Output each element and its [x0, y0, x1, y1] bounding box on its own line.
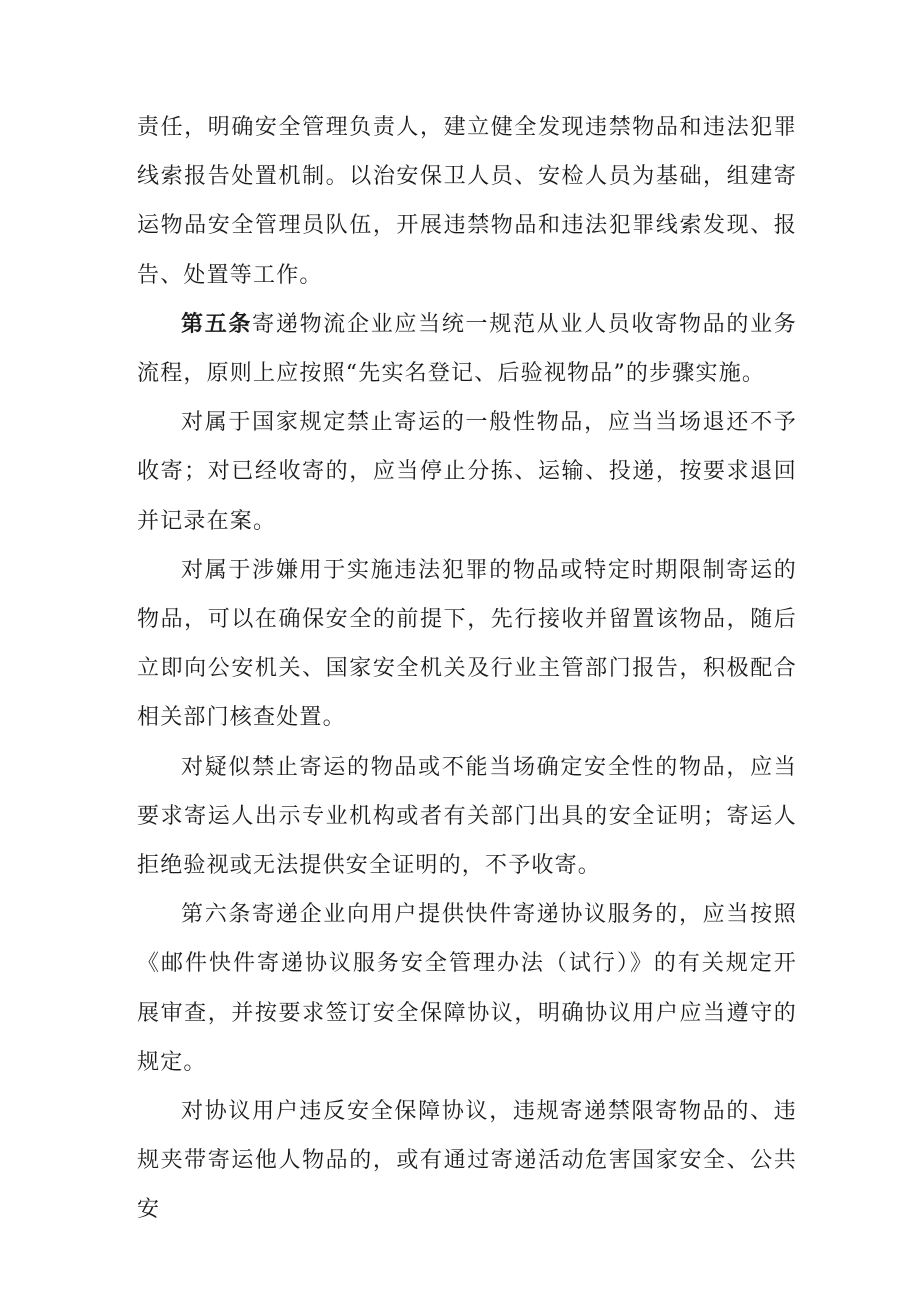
paragraph-text: 对疑似禁止寄运的物品或不能当场确定安全性的物品，应当要求寄运人出示专业机构或者有关部门出具的安全证明；寄运人拒绝验视或无法提供安全证明的，不予收寄。 [137, 754, 797, 879]
paragraph-text: 对属于涉嫌用于实施违法犯罪的物品或特定时期限制寄运的物品，可以在确保安全的前提下，先行接收并留置该物品，随后立即向公安机关、国家安全机关及行业主管部门报告，积极配合相关部门核查处置。 [137, 557, 797, 731]
article-number: 第六条 [181, 902, 253, 928]
paragraph-prohibited-items [137, 398, 797, 546]
document-body [137, 103, 797, 1235]
paragraph-suspected-items [137, 546, 797, 743]
paragraph-uncertain-items [137, 743, 797, 891]
paragraph-article-5 [137, 300, 797, 398]
article-number: 第五条 [181, 310, 253, 337]
paragraph-text: 对属于国家规定禁止寄运的一般性物品，应当当场退还不予收寄；对已经收寄的，应当停止分拣、运输、投递，按要求退回并记录在案。 [137, 410, 797, 534]
paragraph-text: 寄递物流企业应当统一规范从业人员收寄物品的业务流程，原则上应按照“先实名登记、后验视物品”的步骤实施。 [137, 311, 797, 387]
paragraph-text: 寄递企业向用户提供快件寄递协议服务的，应当按照《邮件快件寄递协议服务安全管理办法（试行）》的有关规定开展审查，并按要求签订安全保障协议，明确协议用户应当遵守的规定。 [137, 902, 797, 1075]
paragraph-text: 对协议用户违反安全保障协议，违规寄递禁限寄物品的、违规夹带寄运他人物品的，或有通过寄递活动危害国家安全、公共安 [137, 1099, 797, 1223]
paragraph-continuation [137, 103, 797, 300]
paragraph-agreement-violations [137, 1087, 797, 1235]
paragraph-article-6 [137, 890, 797, 1087]
paragraph-text: 责任，明确安全管理负责人，建立健全发现违禁物品和违法犯罪线索报告处置机制。以治安保卫人员、安检人员为基础，组建寄运物品安全管理员队伍，开展违禁物品和违法犯罪线索发现、报告、处置等工作。 [137, 115, 797, 288]
